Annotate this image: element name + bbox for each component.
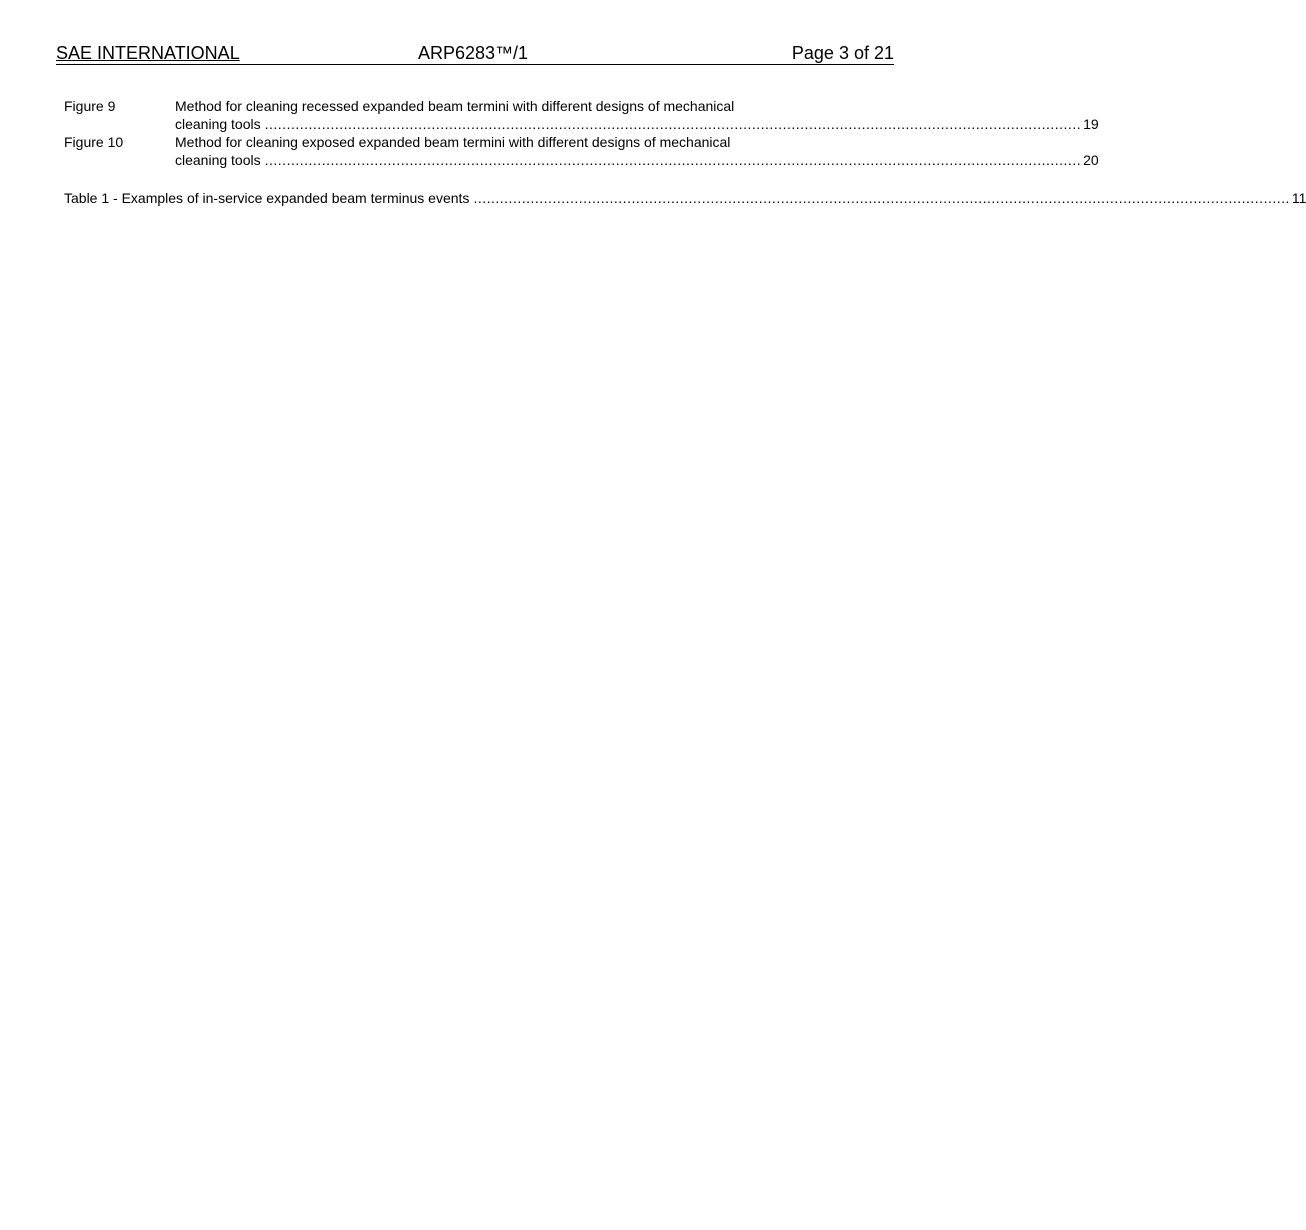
table-of-contents-list	[64, 97, 1306, 207]
page-number: 20	[1083, 152, 1099, 168]
page-number: 11	[1291, 190, 1306, 206]
figure-label: Figure 10	[64, 134, 124, 150]
figure-title-line: Method for cleaning recessed expanded beam termini with different designs of mechanical	[175, 98, 735, 114]
figure-title	[175, 133, 1099, 169]
figure-title-leader-line	[175, 151, 1099, 169]
figure-title	[175, 97, 1099, 133]
header-organization: SAE INTERNATIONAL	[56, 43, 240, 63]
toc-figure-entry[interactable]	[64, 97, 1099, 133]
figure-title-line: cleaning tools	[175, 116, 261, 132]
toc-table-entry[interactable]	[64, 189, 1306, 207]
figure-title-line: Method for cleaning exposed expanded beam termini with different designs of mechanical	[175, 134, 731, 150]
figure-title-line: cleaning tools	[175, 152, 261, 168]
table-title-leader-line	[64, 189, 1306, 207]
dot-leader: ..........................................................................................................................................................................................	[473, 190, 1290, 206]
toc-figure-entry[interactable]	[64, 133, 1099, 169]
header-document-id: ARP6283™/1	[418, 43, 529, 63]
table-title: Table 1 - Examples of in-service expanded beam terminus events	[64, 190, 470, 206]
dot-leader: ..........................................................................................................................................................................................	[264, 116, 1082, 132]
figure-label: Figure 9	[64, 98, 116, 114]
header-page-label: Page 3 of 21	[791, 43, 894, 63]
page-header	[56, 43, 894, 65]
figure-title-leader-line	[175, 115, 1099, 133]
dot-leader: ..........................................................................................................................................................................................	[264, 152, 1082, 168]
page-number: 19	[1083, 116, 1099, 132]
